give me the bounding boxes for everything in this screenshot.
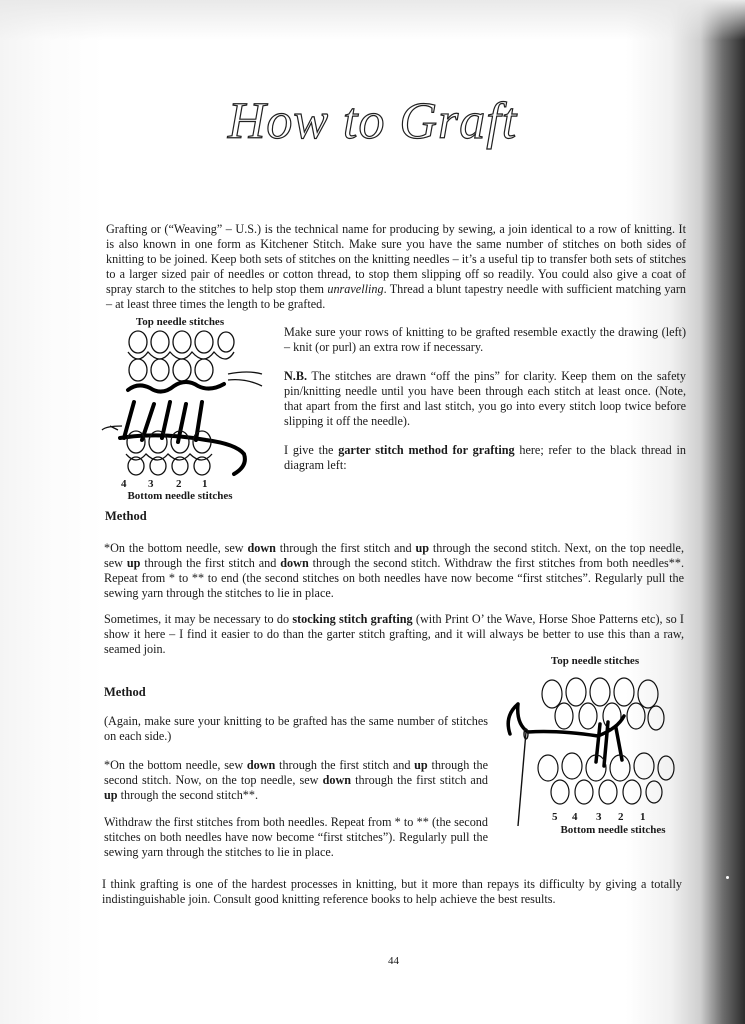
intro-text-end: . Thread a blunt tapestry needle with sufficient matching yarn – at least three times the length to be grafted. (106, 282, 686, 311)
side-nb-paragraph (284, 369, 686, 429)
diagram2-number: 1 (640, 811, 646, 823)
m1-s5: through the second stitch. Withdraw the first stitches from both needles**. Repeat from * to ** to end (the second stitches on both needles have now become “first stitches”. Regularly pull the sewing yarn through the stitches to lie in place. (104, 556, 684, 600)
tapestry-needle (518, 729, 528, 826)
m2-s3: through the second stitch. Now, on the top needle, sew (104, 758, 488, 787)
diagram2-number: 5 (552, 811, 558, 823)
stocking-bold: stocking stitch grafting (292, 612, 413, 626)
method2-paragraph-1: (Again, make sure your knitting to be grafted has the same number of stitches on each side.) (104, 714, 488, 743)
top-shade (0, 0, 745, 40)
nb-label: N.B. (284, 369, 308, 383)
stocking-text-b: (with Print O’ the Wave, Horse Shoe Patterns etc), so I show it here – I find it easier to do than the garter stitch grafting, and it will always be better to use this than a raw, seamed join. (104, 612, 684, 656)
diagram2-numbers (552, 811, 662, 825)
m1-b1: down (247, 541, 276, 555)
top-stitch-loops (128, 331, 262, 386)
m2-b3: down (322, 773, 352, 787)
stocking-text-a: Sometimes, it may be necessary to do (104, 612, 293, 626)
diagram1-number: 2 (176, 478, 182, 490)
diagram2-bottom-label: Bottom needle stitches (560, 824, 666, 836)
diagram2-number: 3 (596, 811, 602, 823)
garter-graft-diagram (98, 330, 268, 480)
m2-s1: *On the bottom needle, sew (104, 758, 247, 772)
diagram2-number: 4 (572, 811, 578, 823)
scan-speck (726, 876, 729, 879)
diagram2-top-label: Top needle stitches (550, 655, 640, 667)
intro-italic: unravelling (327, 282, 384, 296)
m2-b4: up (104, 788, 118, 802)
stocking-paragraph (104, 612, 684, 657)
p3-text-b: here; refer to the black thread in diagram left: (284, 443, 686, 472)
m2-b2: up (414, 758, 428, 772)
m1-s1: *On the bottom needle, sew (104, 541, 248, 555)
method2-paragraph-3: Withdraw the first stitches from both needles. Repeat from * to ** (the second stitches on both needles have now become “first stitches”). Regularly pull the sewing yarn through the stitches to lie in place. (104, 815, 488, 859)
method2-paragraph-2 (104, 758, 488, 803)
m2-b1: down (246, 758, 276, 772)
side-paragraph-1: Make sure your rows of knitting to be grafted resemble exactly the drawing (left) – knit (or purl) an extra row if necessary. (284, 325, 686, 354)
intro-text: Grafting or (“Weaving” – U.S.) is the technical name for producing by sewing, a join identical to a row of knitting. It is also known in one form as Kitchener Stitch. Make sure you have the same number of stitches on both sides of knitting to be joined. Keep both sets of stitches on the knitting needles – it’s a useful tip to transfer both sets of stitches to a larger sized pair of needles or cotton thread, to stop them slipping off so readily. You could also give a coat of spray starch to the stitches to help stop them (106, 222, 686, 296)
p3-bold: garter stitch method for grafting (338, 443, 515, 457)
m1-s3: through the second stitch. Next, on the top needle, sew (104, 541, 684, 570)
diagram1-bottom-label: Bottom needle stitches (127, 490, 233, 502)
nb-text: The stitches are drawn “off the pins” for clarity. Keep them on the safety pin/knitting needle until you have been through each stitch at least once. (Note, that apart from the first and last stitch, you go into every stitch loop twice before slipping it off the needle). (284, 369, 686, 428)
m1-b2: up (415, 541, 430, 555)
p3-text-a: I give the (284, 443, 339, 457)
top-stitch-loops (542, 678, 664, 730)
diagram1-number: 1 (202, 478, 208, 490)
m1-b3: up (126, 556, 141, 570)
method2-heading: Method (104, 685, 146, 699)
intro-paragraph (106, 222, 686, 312)
diagram1-top-label: Top needle stitches (135, 316, 225, 328)
method1-paragraph (104, 541, 684, 601)
diagram1-number: 4 (121, 478, 127, 490)
m2-s4: through the first stitch and (351, 773, 489, 787)
method1-heading: Method (105, 509, 147, 523)
diagram1-number: 3 (148, 478, 154, 490)
m2-s2: through the first stitch and (275, 758, 415, 772)
m1-s2: through the first stitch and (275, 541, 416, 555)
page-number: 44 (388, 955, 399, 967)
m1-s4: through the first stitch and (140, 556, 281, 570)
closing-paragraph: I think grafting is one of the hardest processes in knitting, but it more than repays its difficulty by giving a totally indistinguishable join. Consult good knitting reference books to help achieve the best results. (102, 877, 682, 906)
side-paragraph-3 (284, 443, 686, 473)
diagram2-number: 2 (618, 811, 624, 823)
m2-s5: through the second stitch**. (117, 788, 259, 802)
page-title: How to Graft (227, 93, 518, 150)
m1-b4: down (280, 556, 309, 570)
